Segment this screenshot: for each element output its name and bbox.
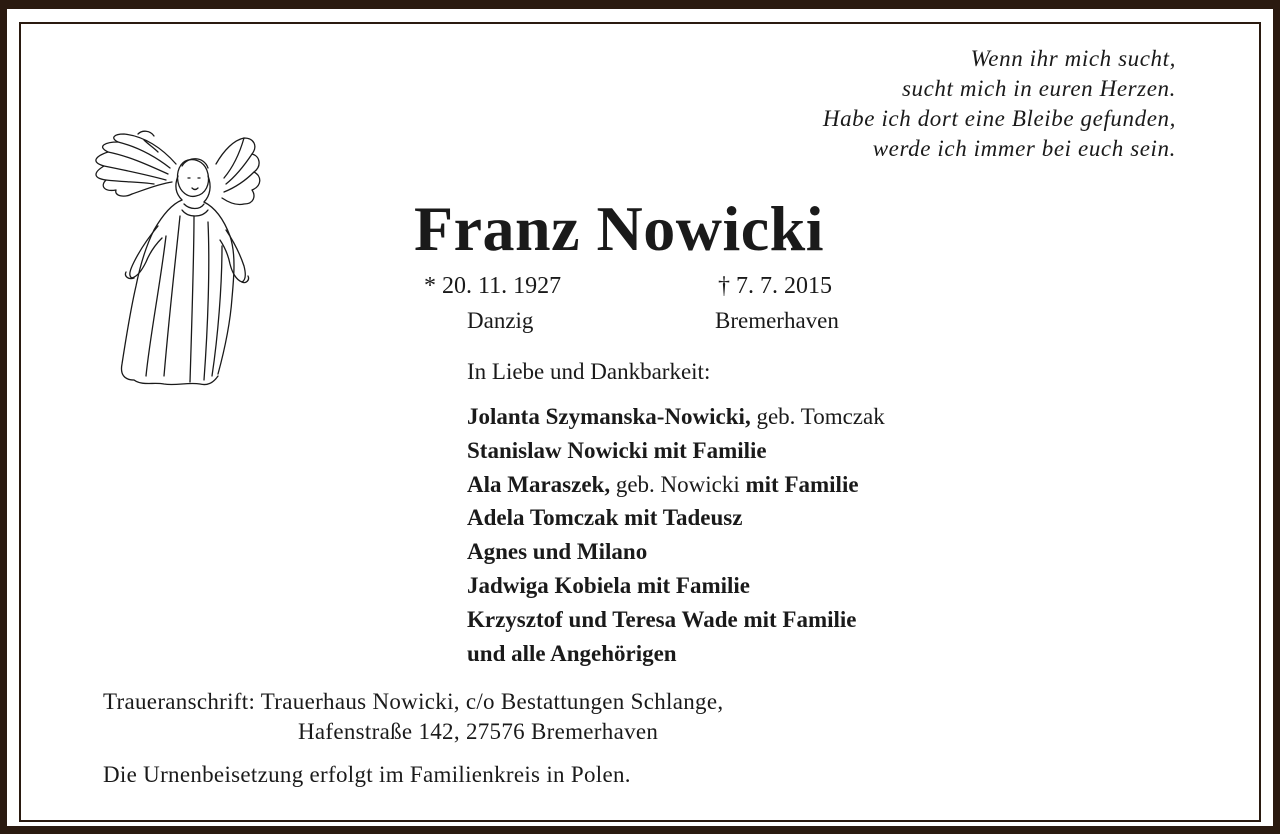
mourner-name: Stanislaw Nowicki mit Familie [467, 437, 767, 463]
mourner-row [467, 400, 885, 434]
mourner-row [467, 501, 885, 535]
poem-line: Habe ich dort eine Bleibe gefunden, [822, 106, 1176, 131]
mourner-row [467, 434, 885, 468]
mourner-row [467, 637, 885, 671]
mourner-name: und alle Angehörigen [467, 640, 677, 666]
birth-place: Danzig [467, 308, 534, 333]
mourner-note: geb. Nowicki [610, 471, 746, 497]
mourner-name: Ala Maraszek, [467, 471, 611, 497]
mourner-name: Jadwiga Kobiela mit Familie [467, 572, 751, 598]
intro-text: In Liebe und Dankbarkeit: [467, 359, 711, 384]
mourner-row [467, 603, 885, 637]
address-line-2: Hafenstraße 142, 27576 Bremerhaven [298, 719, 659, 744]
birth-date: * 20. 11. 1927 [424, 273, 562, 299]
mourner-row [467, 535, 885, 569]
poem-line: Wenn ihr mich sucht, [970, 46, 1176, 71]
mourner-name: Krzysztof und Teresa Wade mit Familie [467, 606, 857, 632]
death-place: Bremerhaven [715, 308, 839, 333]
mourners-list [467, 400, 885, 670]
mourner-suffix: mit Familie [745, 471, 859, 497]
mourner-note: geb. Tomczak [750, 404, 885, 429]
deceased-name: Franz Nowicki [414, 193, 824, 264]
poem [823, 44, 1176, 164]
poem-line: sucht mich in euren Herzen. [901, 76, 1176, 101]
angel-icon [84, 126, 269, 388]
mourner-name: Agnes und Milano [467, 539, 648, 565]
poem-line: werde ich immer bei euch sein. [872, 136, 1176, 161]
address-line-1: Traueranschrift: Trauerhaus Nowicki, c/o Bestattungen Schlange, [103, 689, 724, 714]
mourning-address [103, 687, 723, 747]
mourner-name: Adela Tomczak mit Tadeusz [467, 505, 743, 531]
death-date: † 7. 7. 2015 [718, 273, 832, 299]
mourner-row [467, 468, 885, 502]
mourner-name: Jolanta Szymanska-Nowicki, [467, 404, 751, 429]
burial-note: Die Urnenbeisetzung erfolgt im Familienkreis in Polen. [103, 762, 631, 787]
mourner-row [467, 569, 885, 603]
